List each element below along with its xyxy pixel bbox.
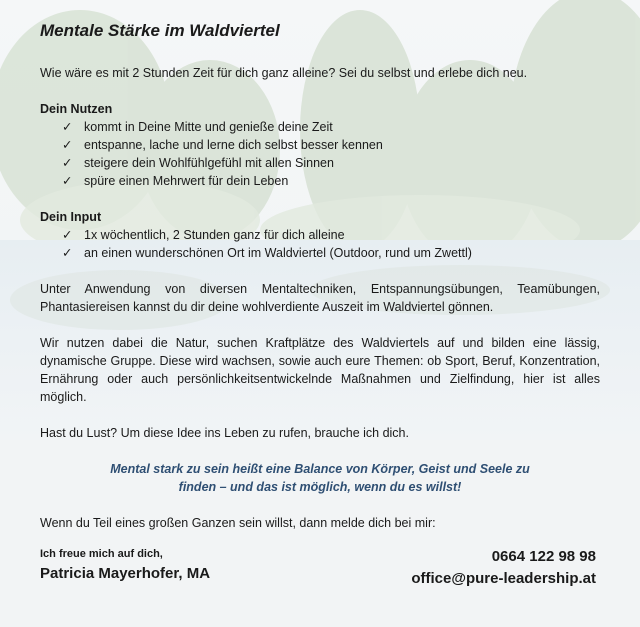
- checkmark-icon: ✓: [62, 156, 73, 170]
- list-item: [62, 226, 600, 244]
- list-item: [62, 118, 600, 136]
- benefits-list: [40, 118, 600, 190]
- input-heading: Dein Input: [40, 210, 102, 224]
- checkmark-icon: ✓: [62, 174, 73, 188]
- contact-invite-paragraph: Wenn du Teil eines großen Ganzen sein willst, dann melde dich bei mir:: [40, 516, 436, 530]
- benefit-text: steigere dein Wohlfühlgefühl mit allen Sinnen: [84, 156, 334, 170]
- checkmark-icon: ✓: [62, 246, 73, 260]
- checkmark-icon: ✓: [62, 138, 73, 152]
- author-name: Patricia Mayerhofer, MA: [40, 565, 211, 582]
- highlight-quote: Mental stark zu sein heißt eine Balance von Körper, Geist und Seele zu finden – und das ist möglich, wenn du es willst!: [110, 462, 530, 494]
- page-title: Mentale Stärke im Waldviertel: [40, 21, 280, 40]
- benefit-text: entspanne, lache und lerne dich selbst besser kennen: [84, 138, 383, 152]
- input-text: an einen wunderschönen Ort im Waldviertel (Outdoor, rund um Zwettl): [84, 246, 472, 260]
- email-address: office@pure-leadership.at: [411, 570, 596, 587]
- signature-block: [40, 548, 600, 608]
- list-item: [62, 244, 600, 262]
- benefit-text: spüre einen Mehrwert für dein Leben: [84, 174, 289, 188]
- nature-paragraph: Wir nutzen dabei die Natur, suchen Kraftplätze des Waldviertels auf und bilden eine lässig, dynamische Gruppe. Diese wird wachsen, sowie auch eure Themen: ob Sport, Beruf, Konzentration, Ernährung oder auch persönlichkeitsentwickelnde Maßnahmen und Zielfindung, hier ist alles möglich.: [40, 336, 600, 404]
- closing-greeting: Ich freue mich auf dich,: [40, 548, 163, 560]
- methods-paragraph: Unter Anwendung von diversen Mentaltechniken, Entspannungsübungen, Teamübungen, Phantasiereisen kannst du dir deine wohlverdiente Auszeit im Waldviertel gönnen.: [40, 282, 600, 314]
- intro-text: Wie wäre es mit 2 Stunden Zeit für dich ganz alleine? Sei du selbst und erlebe dich neu.: [40, 66, 528, 80]
- phone-number: 0664 122 98 98: [491, 548, 596, 565]
- benefit-text: kommt in Deine Mitte und genieße deine Zeit: [84, 120, 333, 134]
- checkmark-icon: ✓: [62, 120, 73, 134]
- list-item: [62, 136, 600, 154]
- checkmark-icon: ✓: [62, 228, 73, 242]
- question-paragraph: Hast du Lust? Um diese Idee ins Leben zu rufen, brauche ich dich.: [40, 426, 409, 440]
- input-text: 1x wöchentlich, 2 Stunden ganz für dich alleine: [84, 228, 345, 242]
- list-item: [62, 154, 600, 172]
- list-item: [62, 172, 600, 190]
- input-list: [40, 226, 600, 262]
- flyer-content: [40, 14, 600, 550]
- benefits-heading: Dein Nutzen: [40, 102, 113, 116]
